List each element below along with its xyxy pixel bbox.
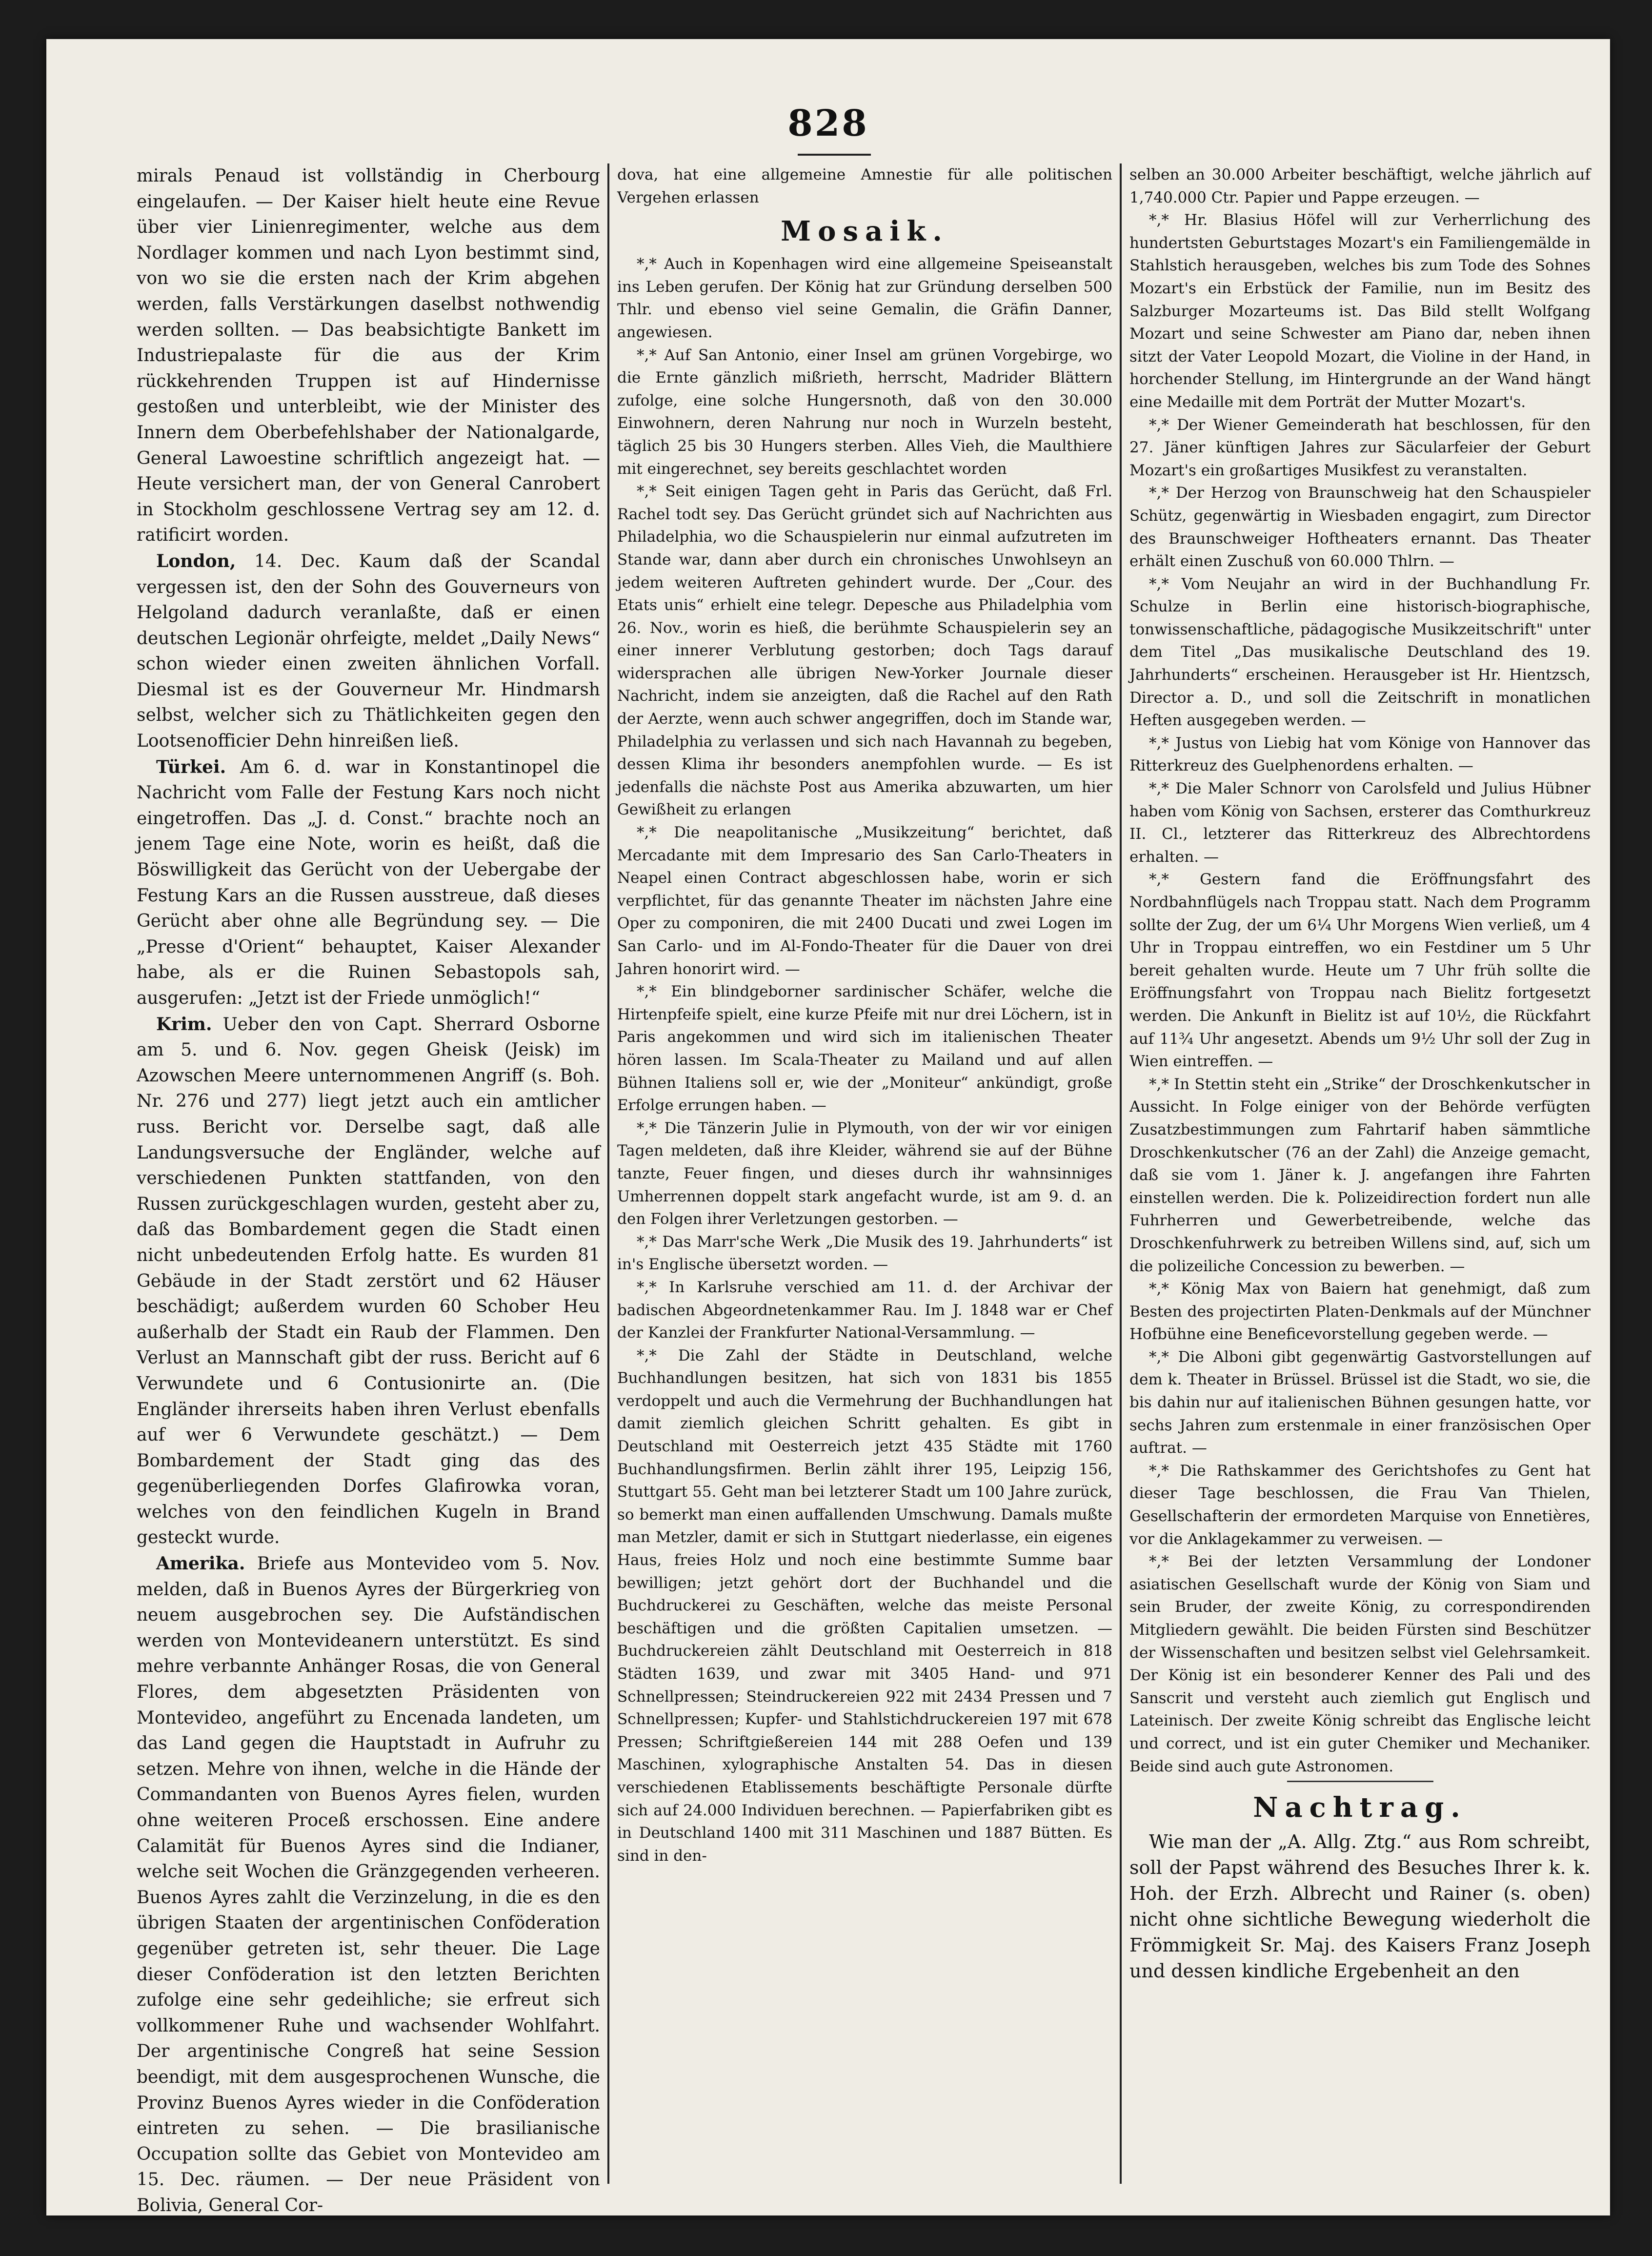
mosaik-item: *,* In Karlsruhe verschied am 11. d. der Archivar der badischen Abgeordnetenkammer Rau. Im J. 1848 war er Chef der Kanzlei der Frankfurter National-Versammlung. — [617,1278,1112,1342]
mosaik-item: *,* Auf San Antonio, einer Insel am grünen Vorgebirge, wo die Ernte gänzlich mißrieth, herrscht, Madrider Blättern zufolge, eine solche Hungersnoth, daß von den 30.000 Einwohnern, deren Nahrung nur noch in Wurzeln besteht, täglich 25 bis 30 Hungers sterben. Alles Vieh, die Maulthiere mit eingerechnet, sey bereits geschlachtet worden [617,346,1112,478]
mosaik-item: *,* König Max von Baiern hat genehmigt, daß zum Besten des projectirten Platen-Denkmals auf der Münchner Hofbühne eine Beneficevorstellung gegeben werde. — [1129,1280,1591,1343]
newspaper-page [46,39,1610,2215]
mosaik-item: *,* Hr. Blasius Höfel will zur Verherrlichung des hundertsten Geburtstages Mozart's ein Familiengemälde in Stahlstich herausgeben, welches bis zum Tode des Sohnes Mozart's ein Erbstück der Familie, nun im Besitz des Salzburger Mozarteums ist. Das Bild stellt Wolfgang Mozart und seine Schwester am Piano dar, neben ihnen sitzt der Vater Leopold Mozart, die Violine in der Hand, in horchender Stellung, im Hintergrunde an der Wand hängt eine Medaille mit dem Porträt der Mutter Mozart's. [1129,211,1591,411]
mosaik-item: *,* Seit einigen Tagen geht in Paris das Gerücht, daß Frl. Rachel todt sey. Das Gerücht gründet sich auf Nachrichten aus Philadelphia, wo die Schauspielerin nur einmal aufzutreten im Stande war, dann aber durch ein chronisches Unwohlseyn an jedem weiteren Auftreten gehindert wurde. Der „Cour. des Etats unis“ erhielt eine telegr. Depesche aus Philadelphia vom 26. Nov., worin es hieß, die berühmte Schauspielerin sey an einer innerer Verblutung gestorben; doch Tags darauf widersprachen alle übrigen New-Yorker Journale dieser Nachricht, indem sie anzeigten, daß die Rachel auf den Rath der Aerzte, wenn auch schwer angegriffen, doch im Stande war, Philadelphia zu verlassen und sich nach Havannah zu begeben, dessen Klima ihr besonders anempfohlen wurde. — Es ist jedenfalls die nächste Post aus Amerika abzuwarten, um hier Gewißheit zu erlangen [617,483,1112,819]
page-number: 828 [787,102,869,144]
tuerkei-lead: Türkei. [156,756,226,777]
amerika-text: Briefe aus Montevideo vom 5. Nov. melden, daß in Buenos Ayres der Bürgerkrieg von neuem ausgebrochen sey. Die Aufständischen werden von Montevideanern unterstützt. Es sind mehre verbannte Anhänger Rosas, die von General Flores, dem abgesetzten Präsidenten von Montevideo, angeführt zu Encenada landeten, um das Land gegen die Hauptstadt in Aufruhr zu setzen. Mehre von ihnen, welche in die Hände der Commandanten von Buenos Ayres fielen, wurden ohne weiteren Proceß erschossen. Eine andere Calamität für Buenos Ayres sind die Indianer, welche seit Wochen die Gränzgegenden verheeren. Buenos Ayres zahlt die Verzinzelung, in die es den übrigen Staaten der argentinischen Conföderation gegenüber getreten ist, sehr theuer. Die Lage dieser Conföderation ist den letzten Berichten zufolge eine sehr gedeihliche; sie erfreut sich vollkommener Ruhe und wachsender Wohlfahrt. Der argentinische Congreß hat seine Session beendigt, mit dem ausgesprochenen Wunsche, die Provinz Buenos Ayres wieder in die Conföderation eintreten zu sehen. — Die brasilianische Occupation sollte das Gebiet von Montevideo am 15. Dec. räumen. — Der neue Präsident von Bolivia, General Cor- [137,1554,600,2215]
london-news-paragraph [137,549,600,754]
mosaik-item: *,* Die Maler Schnorr von Carolsfeld und Julius Hübner haben vom König von Sachsen, ersterer das Comthurkreuz II. Cl., letzterer das Ritterkreuz des Albrechtordens erhalten. — [1129,780,1591,866]
mosaik-item: *,* Das Marr'sche Werk „Die Musik des 19. Jahrhunderts“ ist in's Englische übersetzt worden. — [617,1233,1112,1274]
page-number-underline [798,154,871,156]
mosaik-item: *,* Justus von Liebig hat vom Könige von Hannover das Ritterkreuz des Guelphenordens erhalten. — [1129,734,1591,775]
krim-text: Ueber den von Capt. Sherrard Osborne am 5. und 6. Nov. gegen Gheisk (Jeisk) im Azowschen Meere unternommenen Angriff (s. Boh. Nr. 276 und 277) liegt jetzt auch ein amtlicher russ. Bericht vor. Derselbe sagt, daß alle Landungsversuche der Engländer, welche auf verschiedenen Punkten stattfanden, von den Russen zurückgeschlagen wurden, gesteht aber zu, daß das Bombardement gegen die Stadt einen nicht unbedeutenden Erfolg hatte. Es wurden 81 Gebäude in der Stadt zerstört und 62 Häuser beschädigt; außerdem wurden 60 Schober Heu außerhalb der Stadt ein Raub der Flammen. Den Verlust an Mannschaft gibt der russ. Bericht auf 6 Verwundete und 6 Contusionirte an. (Die Engländer ihrerseits haben ihren Verlust ebenfalls auf wer 6 Verwundete geschätzt.) — Dem Bombardement der Stadt ging das des gegenüberliegenden Dorfes Glafirowka voran, welches von den feindlichen Kugeln in Brand gesteckt wurde. [137,1014,600,1548]
krim-news-paragraph [137,1012,600,1551]
column-3 [1129,163,1591,2189]
amerika-news-paragraph [137,1551,600,2218]
mosaik-item: *,* Die Alboni gibt gegenwärtig Gastvorstellungen auf dem k. Theater in Brüssel. Brüssel ist die Stadt, wo sie, die bis dahin nur auf italienischen Bühnen gesungen hatte, vor sechs Jahren zum erstenmale in einer französischen Oper auftrat. — [1129,1348,1591,1457]
section-divider [1287,1781,1433,1782]
london-lead: London, [156,550,236,571]
tuerkei-text: Am 6. d. war in Konstantinopel die Nachricht vom Falle der Festung Kars noch nicht eingetroffen. Das „J. d. Const.“ brachte noch an jenem Tage eine Note, worin es heißt, daß die Böswilligkeit das Gerücht von der Uebergabe der Festung Kars an die Russen ausstreue, daß dieses Gerücht aber ohne alle Begründung sey. — Die „Presse d'Orient“ behauptet, Kaiser Alexander habe, als er die Ruinen Sebastopols sah, ausgerufen: „Jetzt ist der Friede unmöglich!“ [137,757,600,1008]
mosaik-item: *,* Bei der letzten Versammlung der Londoner asiatischen Gesellschaft wurde der König von Siam und sein Bruder, der zweite König, zu correspondirenden Mitgliedern gewählt. Die beiden Fürsten sind Beschützer der Wissenschaften und besitzen selbst viel Gelehrsamkeit. Der König ist ein besonderer Kenner des Pali und des Sanscrit und versteht auch ziemlich gut Englisch und Lateinisch. Der zweite König schreibt das Englische leicht und correct, und ist ein guter Chemiker und Mechaniker. Beide sind auch gute Astronomen. [1129,1553,1591,1775]
krim-lead: Krim. [156,1014,212,1035]
mosaik-item: *,* Vom Neujahr an wird in der Buchhandlung Fr. Schulze in Berlin eine historisch-biographische, tonwissenschaftliche, pädagogische Musikzeitschrift" unter dem Titel „Das musikalische Deutschland des 19. Jahrhunderts“ erscheinen. Herausgeber ist Hr. Hientzsch, Director a. D., und soll die Zeitschrift in monatlichen Heften ausgegeben werden. — [1129,575,1591,730]
nachtrag-paragraph: Wie man der „A. Allg. Ztg.“ aus Rom schreibt, soll der Papst während des Besuches Ihrer k. k. Hoh. der Erzh. Albrecht und Rainer (s. oben) nicht ohne sichtliche Bewegung wiederholt die Frömmigkeit Sr. Maj. des Kaisers Franz Joseph und dessen kindliche Ergebenheit an den [1129,1831,1591,1982]
column-divider-2 [1120,163,1122,2184]
mosaik-item: *,* Der Herzog von Braunschweig hat den Schauspieler Schütz, gegenwärtig in Wiesbaden engagirt, zum Director des Braunschweiger Hoftheaters ernannt. Das Theater erhält einen Zuschuß von 60.000 Thlrn. — [1129,484,1591,570]
mosaik-heading: Mosaik. [781,215,949,248]
nachtrag-heading: Nachtrag. [1253,1791,1467,1824]
mosaik-item: *,* Der Wiener Gemeinderath hat beschlossen, für den 27. Jäner künftigen Jahres zur Säcularfeier der Geburt Mozart's ein großartiges Musikfest zu veranstalten. [1129,416,1591,479]
mosaik-item: *,* Die Tänzerin Julie in Plymouth, von der wir vor einigen Tagen meldeten, daß ihre Kleider, während sie auf der Bühne tanzte, Feuer fingen, und dieses durch ihr wahnsinniges Umherrennen doppelt stark angefacht wurde, ist am 9. d. an den Folgen ihrer Verletzungen gestorben. — [617,1119,1112,1228]
mosaik-item: *,* Ein blindgeborner sardinischer Schäfer, welche die Hirtenpfeife spielt, eine kurze Pfeife mit nur drei Löchern, ist in Paris angekommen und wird sich im italienischen Theater hören lassen. Im Scala-Theater zu Mailand und auf allen Bühnen Italiens soll er, wie der „Moniteur“ ankündigt, große Erfolge errungen haben. — [617,983,1112,1115]
buchhandel-continuation: selben an 30.000 Arbeiter beschäftigt, welche jährlich auf 1,740.000 Ctr. Papier und Pappe erzeugen. — [1129,166,1591,206]
column-divider-1 [607,163,609,2184]
column-1 [137,163,600,2215]
mosaik-item: *,* Auch in Kopenhagen wird eine allgemeine Speiseanstalt ins Leben gerufen. Der König hat zur Gründung derselben 500 Thlr. und ebenso viel seine Gemalin, die Gräfin Danner, angewiesen. [617,255,1112,341]
amerika-lead: Amerika. [156,1553,245,1574]
mosaik-item: *,* In Stettin steht ein „Strike“ der Droschkenkutscher in Aussicht. In Folge einiger von der Behörde verfügten Zusatzbestimmungen zum Fahrtarif haben sämmtliche Droschkenkutscher (76 an der Zahl) die Anzeige gemacht, daß sie vom 1. Jäner k. J. angefangen ihre Fahrten einstellen werden. Die k. Polizeidirection fordert nun alle Fuhrherren und Gewerbetreibende, welche das Droschkenfuhrwerk zu betreiben Willens sind, auf, sich um die polizeiliche Concession zu bewerben. — [1129,1075,1591,1275]
london-text: 14. Dec. Kaum daß der Scandal vergessen ist, den der Sohn des Gouverneurs von Helgoland dadurch veranlaßte, daß er einen deutschen Legionär ohrfeigte, meldet „Daily News“ schon wieder einen zweiten ähnlichen Vorfall. Diesmal ist es der Gouverneur Mr. Hindmarsh selbst, welcher sich zu Thätlichkeiten gegen den Lootsenofficier Dehn hinreißen ließ. [137,551,600,752]
france-news-paragraph: mirals Penaud ist vollständig in Cherbourg eingelaufen. — Der Kaiser hielt heute eine Revue über vier Linienregimenter, welche aus dem Nordlager kommen und nach Lyon bestimmt sind, von wo sie die ersten nach der Krim abgehen werden, falls Verstärkungen daselbst nothwendig werden sollten. — Das beabsichtigte Bankett im Industriepalaste für die aus der Krim rückkehrenden Truppen ist auf Hindernisse gestoßen und unterbleibt, wie der Minister des Innern dem Oberbefehlshaber der Nationalgarde, General Lawoestine schriftlich angezeigt hat. — Heute versichert man, der von General Canrobert in Stockholm geschlossene Vertrag sey am 12. d. ratificirt worden. [137,166,600,546]
tuerkei-news-paragraph [137,754,600,1012]
mosaik-item: *,* Gestern fand die Eröffnungsfahrt des Nordbahnflügels nach Troppau statt. Nach dem Programm sollte der Zug, der um 6¼ Uhr Morgens Wien verließ, um 4 Uhr in Troppau eintreffen, wo ein Festdiner um 5 Uhr bereit gehalten wurde. Heute um 7 Uhr früh sollte die Eröffnungsfahrt von Troppau nach Bielitz fortgesetzt werden. Die Ankunft in Bielitz ist auf 10½, die Rückfahrt auf 11¾ Uhr angesetzt. Abends um 9½ Uhr soll der Zug in Wien eintreffen. — [1129,871,1591,1071]
mosaik-item: *,* Die neapolitanische „Musikzeitung“ berichtet, daß Mercadante mit dem Impresario des San Carlo-Theaters in Neapel einen Contract abgeschlossen habe, worin er sich verpflichtet, für das genannte Theater im nächsten Jahre eine Oper zu componiren, die mit 2400 Ducati und zwei Logen im San Carlo- und im Al-Fondo-Theater für die Dauer von drei Jahren honorirt wird. — [617,824,1112,978]
mosaik-item: *,* Die Zahl der Städte in Deutschland, welche Buchhandlungen besitzen, hat sich von 1831 bis 1855 verdoppelt und auch die Vermehrung der Buchhandlungen hat damit ziemlich gleichen Schritt gehalten. Es gibt in Deutschland mit Oesterreich jetzt 435 Städte mit 1760 Buchhandlungsfirmen. Berlin zählt ihrer 195, Leipzig 156, Stuttgart 55. Geht man bei letzterer Stadt um 100 Jahre zurück, so bemerkt man einen auffallenden Umschwung. Damals mußte man Metzler, damit er sich in Stuttgart niederlasse, ein eigenes Haus, freies Holz und noch eine bestimmte Summe baar bewilligen; jetzt gehört dort der Buchhandel und die Buchdruckerei zu Geschäften, welche das meiste Personal beschäftigen und die größten Capitalien umsetzen. — Buchdruckereien zählt Deutschland mit Oesterreich in 818 Städten 1639, und zwar mit 3405 Hand- und 971 Schnellpressen; Steindruckereien 922 mit 2434 Pressen und 7 Schnellpressen; Kupfer- und Stahlstichdruckereien 197 mit 678 Pressen; Schriftgießereien 144 mit 288 Oefen und 139 Maschinen, xylographische Anstalten 54. Das in diesen verschiedenen Etablissements beschäftigte Personale dürfte sich auf 24.000 Individuen berechnen. — Papierfabriken gibt es in Deutschland 1400 mit 311 Maschinen und 1887 Bütten. Es sind in den- [617,1346,1112,1865]
column-2 [617,163,1112,2189]
mosaik-item: *,* Die Rathskammer des Gerichtshofes zu Gent hat dieser Tage beschlossen, die Frau Van Thielen, Gesellschafterin der ermordeten Marquise von Ennetières, vor die Anklagekammer zu verweisen. — [1129,1462,1591,1548]
amerika-continuation: dova, hat eine allgemeine Amnestie für alle politischen Vergehen erlassen [617,166,1112,206]
